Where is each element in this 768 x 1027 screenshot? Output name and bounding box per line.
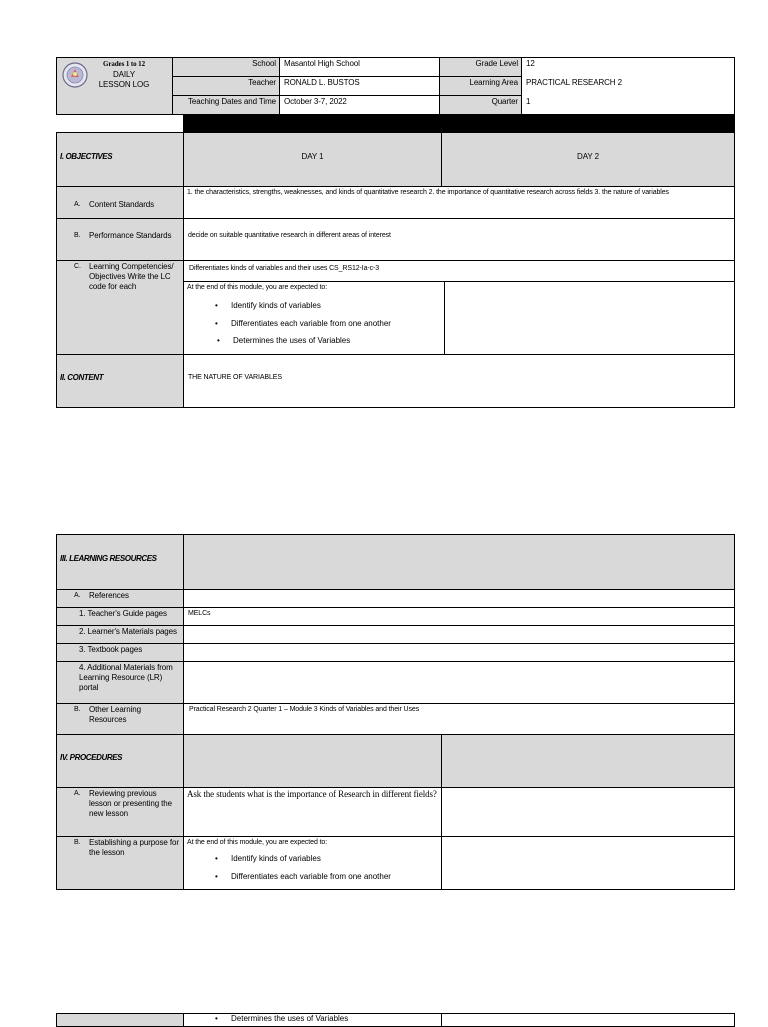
textbook-value-cell [183,643,735,662]
resources-heading: III. LEARNING RESOURCES [60,554,157,563]
other-resources-label: Other Learning Resources [89,705,141,724]
procedures-heading: IV. PROCEDURES [60,753,123,762]
references-label: References [89,591,129,600]
competencies-code: Differentiates kinds of variables and their uses CS_RS12-Ia-c-3 [189,265,380,272]
content-heading: II. CONTENT [60,373,104,382]
procedures-day1-cell [183,734,442,788]
objectives-heading: I. OBJECTIVES [60,152,113,161]
continuation-day2-cell [441,1013,735,1027]
deped-seal-icon [62,62,88,88]
references-value-cell [183,589,735,608]
black-divider-bar [183,114,735,132]
dates-label: Teaching Dates and Time [188,97,276,106]
procedure-b-label: Establishing a purpose for the lesson [89,838,179,857]
additional-label: 4. Additional Materials from Learning Resource (LR) portal [79,663,173,692]
continuation-label-cell [56,1013,184,1027]
expected-intro: At the end of this module, you are expected to: [187,284,328,291]
procedure-a-day2-cell [441,787,735,837]
textbook-label: 3. Textbook pages [79,645,143,654]
other-resources-letter: B. [74,706,81,713]
dates-value: October 3-7, 2022 [284,97,347,106]
grade-level-value: 12 [526,59,535,68]
performance-standards-label: Performance Standards [89,231,172,240]
performance-standards-text: decide on suitable quantitative research in different areas of interest [188,232,391,239]
content-standards-text: 1. the characteristics, strengths, weaknesses, and kinds of quantitative research 2. the importance of quantitative research across fields 3. the nature of variables [187,189,669,196]
day2-label: DAY 2 [577,152,599,161]
competencies-label: Learning Competencies/ Objectives Write the LC code for each [89,262,174,291]
competencies-letter: C. [74,263,81,270]
procedure-a-text: Ask the students what is the importance of Research in different fields? [187,789,437,799]
references-letter: A. [74,592,81,599]
teacher-value: RONALD L. BUSTOS [284,78,360,87]
content-text: THE NATURE OF VARIABLES [188,374,282,381]
content-standards-letter: A. [74,201,81,208]
content-standards-label: Content Standards [89,200,155,209]
lm-label: 2. Learner's Materials pages [79,627,177,636]
quarter-label: Quarter [491,97,518,106]
competencies-day2-cell [444,281,735,355]
tg-value-cell [183,607,735,626]
log-title: DAILY LESSON LOG [98,70,150,89]
procedure-b-bullet-3: • Determines the uses of Variables [231,1014,348,1024]
resources-heading-value-cell [183,534,735,590]
procedure-a-letter: A. [74,790,81,797]
objective-bullet-2: • Differentiates each variable from one another [231,319,391,329]
procedure-b-letter: B. [74,839,81,846]
additional-value-cell [183,661,735,704]
tg-value: MELCs [188,610,211,617]
objective-bullet-1: • Identify kinds of variables [231,301,321,311]
quarter-value: 1 [526,97,531,106]
school-value: Masantol High School [284,59,360,68]
procedure-b-bullet-1: • Identify kinds of variables [231,854,321,864]
day1-label: DAY 1 [301,152,324,161]
grades-label: Grades 1 to 12 [103,60,145,68]
tg-label: 1. Teacher's Guide pages [79,609,167,618]
lm-value-cell [183,625,735,644]
learning-area-value: PRACTICAL RESEARCH 2 [526,78,622,87]
objective-bullet-3: • Determines the uses of Variables [233,336,350,346]
procedure-b-day2-cell [441,836,735,890]
procedure-b-intro: At the end of this module, you are expected to: [187,839,328,846]
procedures-day2-cell [441,734,735,788]
teacher-label: Teacher [248,78,276,87]
grade-level-label: Grade Level [475,59,518,68]
procedure-b-bullet-2: • Differentiates each variable from one another [231,872,391,882]
performance-standards-letter: B. [74,232,81,239]
other-resources-value: Practical Research 2 Quarter 1 – Module 3 Kinds of Variables and their Uses [189,706,420,713]
procedure-a-label: Reviewing previous lesson or presenting the new lesson [89,789,172,818]
learning-area-label: Learning Area [469,78,518,87]
school-label: School [252,59,276,68]
